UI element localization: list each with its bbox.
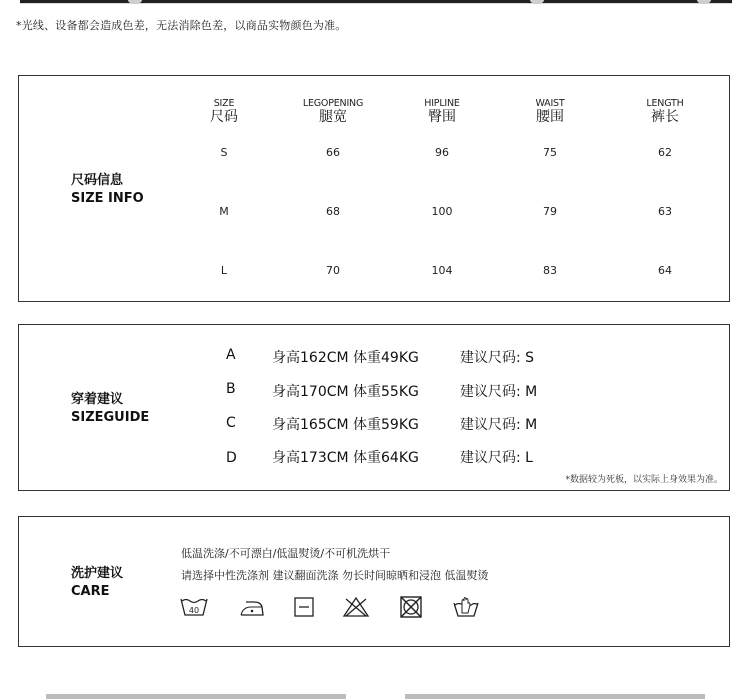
top-divider-line [20, 0, 732, 3]
col-header-en: LENGTH [646, 98, 684, 109]
carousel-dot [697, 0, 711, 4]
next-section-edge [46, 694, 346, 699]
care-title-en: CARE [71, 584, 110, 599]
size-guide-title-cn: 穿着建议 [71, 392, 124, 407]
table-cell: 104 [431, 264, 453, 277]
wash-temp-label: 40 [188, 606, 200, 615]
guide-body-spec: 身高173CM 体重64KG [272, 450, 419, 466]
wash-40-icon [179, 595, 209, 619]
guide-letter: B [226, 381, 236, 397]
col-header-cn: 臀围 [428, 109, 456, 125]
carousel-dot [530, 0, 544, 4]
table-cell: 83 [543, 264, 557, 277]
col-header-en: HIPLINE [424, 98, 460, 109]
guide-letter: C [226, 415, 236, 431]
table-cell: 100 [431, 205, 453, 218]
table-cell: S [220, 146, 228, 159]
size-info-title-cn: 尺码信息 [71, 173, 124, 188]
size-guide-panel [18, 324, 730, 491]
care-instructions-line2: 请选择中性洗涤剂 建议翻面洗涤 勿长时间晾晒和浸泡 低温熨烫 [181, 569, 489, 582]
col-header-hipline [402, 98, 482, 125]
guide-body-spec: 身高162CM 体重49KG [272, 350, 419, 366]
top-divider [20, 0, 732, 4]
table-cell: 66 [326, 146, 340, 159]
col-header-en: WAIST [535, 98, 565, 109]
guide-letter: D [226, 450, 237, 466]
color-disclaimer: *光线、设备都会造成色差，无法消除色差，以商品实物颜色为准。 [16, 19, 347, 32]
no-machine-dry-icon [396, 595, 426, 619]
guide-body-spec: 身高165CM 体重59KG [272, 417, 419, 433]
next-section-edge [405, 694, 705, 699]
table-cell: 79 [543, 205, 557, 218]
size-info-title [71, 172, 144, 208]
guide-recommendation: 建议尺码: M [460, 384, 538, 400]
size-guide-title [71, 391, 149, 427]
guide-recommendation: 建议尺码: S [460, 350, 535, 366]
hand-wash-icon [451, 595, 481, 619]
table-cell: 68 [326, 205, 340, 218]
size-info-panel [18, 75, 730, 302]
carousel-dot [128, 0, 142, 4]
size-info-title-en: SIZE INFO [71, 191, 144, 206]
table-cell: 70 [326, 264, 340, 277]
guide-recommendation: 建议尺码: L [460, 450, 533, 466]
col-header-en: LEGOPENING [302, 98, 364, 109]
col-header-legopening [293, 98, 373, 125]
col-header-size [184, 98, 264, 125]
table-cell: L [220, 264, 228, 277]
care-title-cn: 洗护建议 [71, 566, 124, 581]
guide-recommendation: 建议尺码: M [460, 417, 538, 433]
col-header-cn: 腿宽 [319, 109, 347, 125]
care-instructions-line1: 低温洗涤/不可漂白/低温熨烫/不可机洗烘干 [181, 547, 391, 560]
care-title [71, 565, 123, 601]
iron-low-icon [237, 595, 267, 619]
table-cell: 62 [658, 146, 672, 159]
care-panel [18, 516, 730, 647]
table-cell: 96 [435, 146, 449, 159]
size-guide-title-en: SIZEGUIDE [71, 410, 150, 425]
guide-disclaimer: *数据较为死板，以实际上身效果为准。 [565, 475, 723, 485]
col-header-en: SIZE [213, 98, 235, 109]
col-header-cn: 裤长 [651, 109, 679, 125]
col-header-cn: 尺码 [210, 109, 238, 125]
no-bleach-icon [341, 595, 371, 619]
table-cell: 64 [658, 264, 672, 277]
table-cell: 63 [658, 205, 672, 218]
col-header-waist [510, 98, 590, 125]
tumble-dry-square-icon [289, 595, 319, 619]
table-cell: 75 [543, 146, 557, 159]
col-header-length [625, 98, 705, 125]
col-header-cn: 腰围 [536, 109, 564, 125]
guide-letter: A [226, 347, 236, 363]
guide-body-spec: 身高170CM 体重55KG [272, 384, 419, 400]
table-cell: M [219, 205, 229, 218]
